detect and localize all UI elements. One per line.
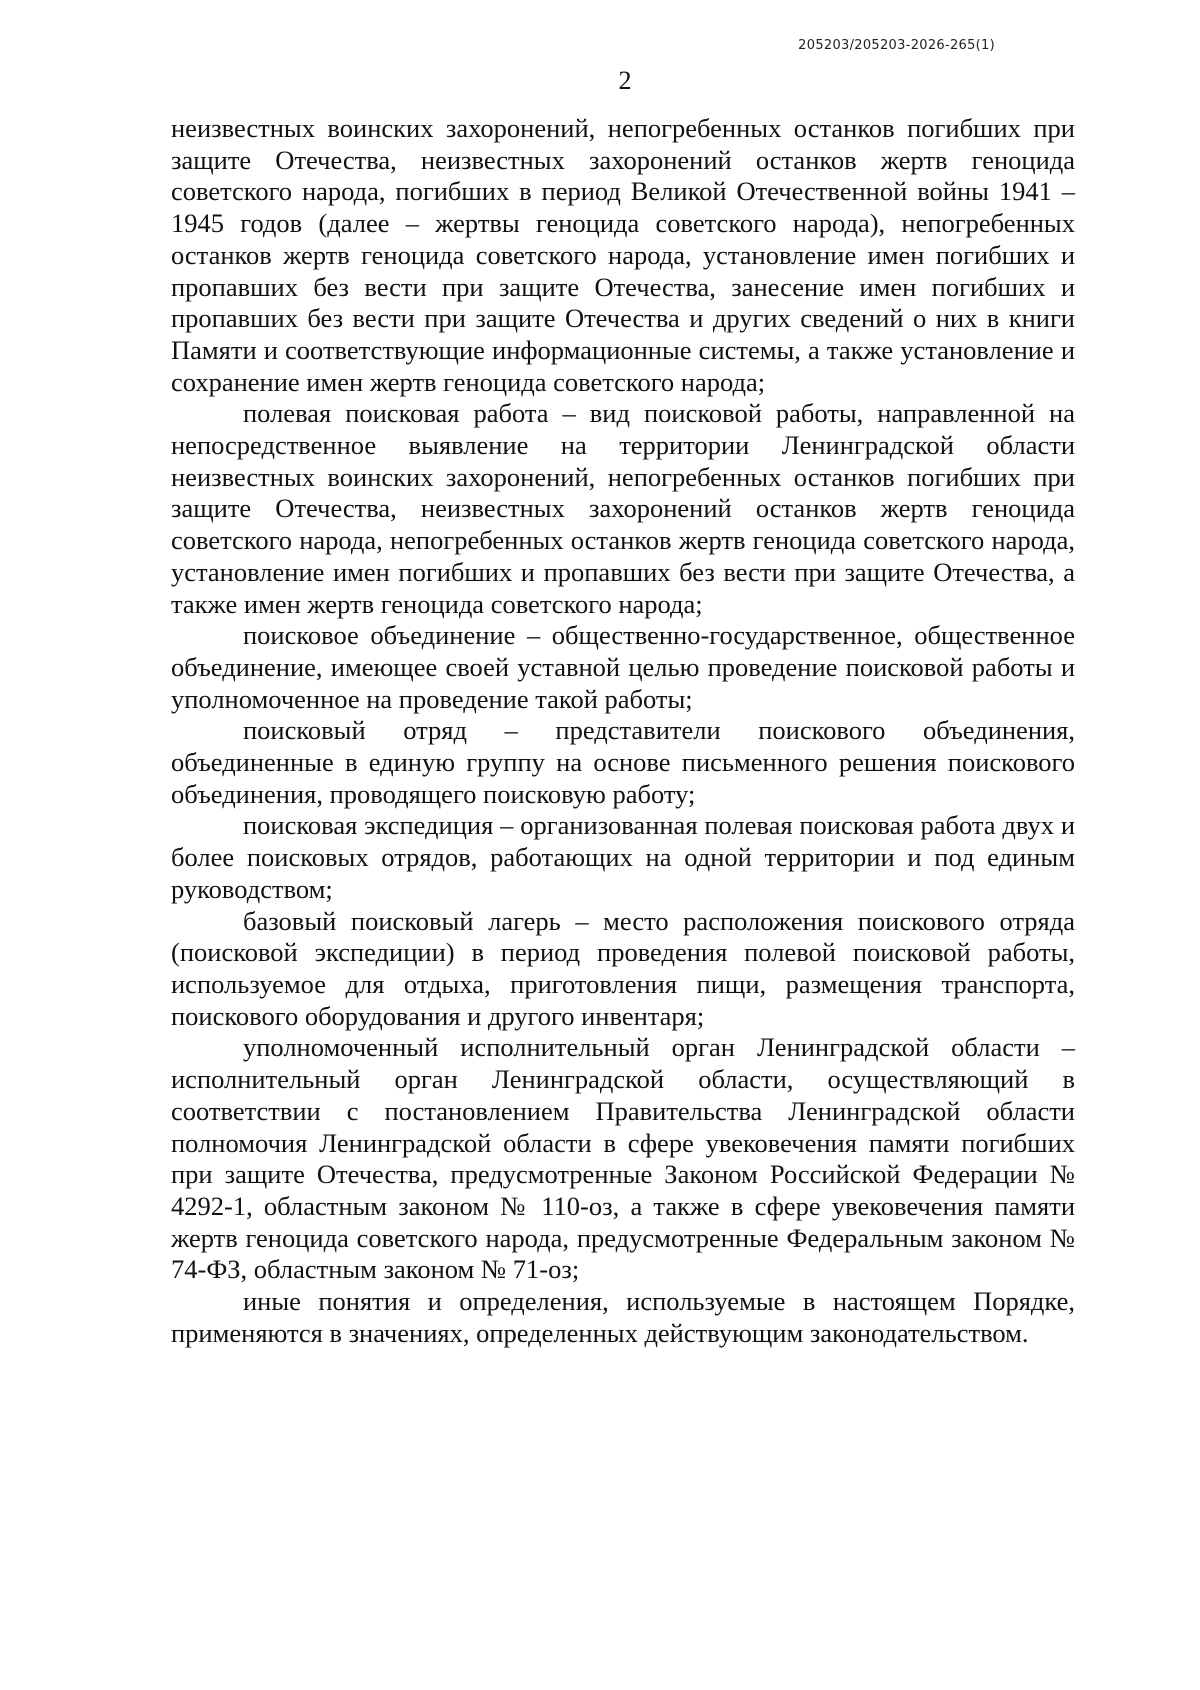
paragraph-definition-search-association: поисковое объединение – общественно-государственное, общественное объединение, имеющее своей уставной целью проведение поисковой работы и уполномоченное на проведение такой работы;	[171, 620, 1075, 714]
paragraph-definition-field-search-work: полевая поисковая работа – вид поисковой работы, направленной на непосредственное выявление на территории Ленинградской области неизвестных воинских захоронений, непогребенных останков погибших при защите Отечества, неизвестных захоронений останков жертв геноцида советского народа, непогребенных останков жертв геноцида советского народа, установление имен погибших и пропавших без вести при защите Отечества, а также имен жертв геноцида советского народа;	[171, 398, 1075, 619]
document-id: 205203/205203-2026-265(1)	[798, 38, 995, 53]
paragraph-definition-authorized-body: уполномоченный исполнительный орган Ленинградской области – исполнительный орган Ленинградской области, осуществляющий в соответствии с постановлением Правительства Ленинградской области полномочия Ленинградской области в сфере увековечения памяти погибших при защите Отечества, предусмотренные Законом Российской Федерации № 4292-1, областным законом № 110-оз, а также в сфере увековечения памяти жертв геноцида советского народа, предусмотренные Федеральным законом № 74-ФЗ, областным законом № 71-оз;	[171, 1032, 1075, 1285]
paragraph-continuation: неизвестных воинских захоронений, непогребенных останков погибших при защите Отечества, неизвестных захоронений останков жертв геноцида советского народа, погибших в период Великой Отечественной войны 1941 – 1945 годов (далее – жертвы геноцида советского народа), непогребенных останков жертв геноцида советского народа, установление имен погибших и пропавших без вести при защите Отечества, занесение имен погибших и пропавших без вести при защите Отечества и других сведений о них в книги Памяти и соответствующие информационные системы, а также установление и сохранение имен жертв геноцида советского народа;	[171, 113, 1075, 397]
paragraph-other-definitions: иные понятия и определения, используемые в настоящем Порядке, применяются в значениях, определенных действующим законодательством.	[171, 1286, 1075, 1348]
paragraph-definition-search-team: поисковый отряд – представители поискового объединения, объединенные в единую группу на основе письменного решения поискового объединения, проводящего поисковую работу;	[171, 715, 1075, 809]
page-number: 2	[618, 66, 632, 95]
paragraph-definition-search-expedition: поисковая экспедиция – организованная полевая поисковая работа двух и более поисковых отрядов, работающих на одной территории и под единым руководством;	[171, 810, 1075, 904]
paragraph-definition-base-camp: базовый поисковый лагерь – место расположения поискового отряда (поисковой экспедиции) в период проведения полевой поисковой работы, используемое для отдыха, приготовления пищи, размещения транспорта, поискового оборудования и другого инвентаря;	[171, 905, 1075, 1031]
document-body	[171, 113, 1075, 1349]
